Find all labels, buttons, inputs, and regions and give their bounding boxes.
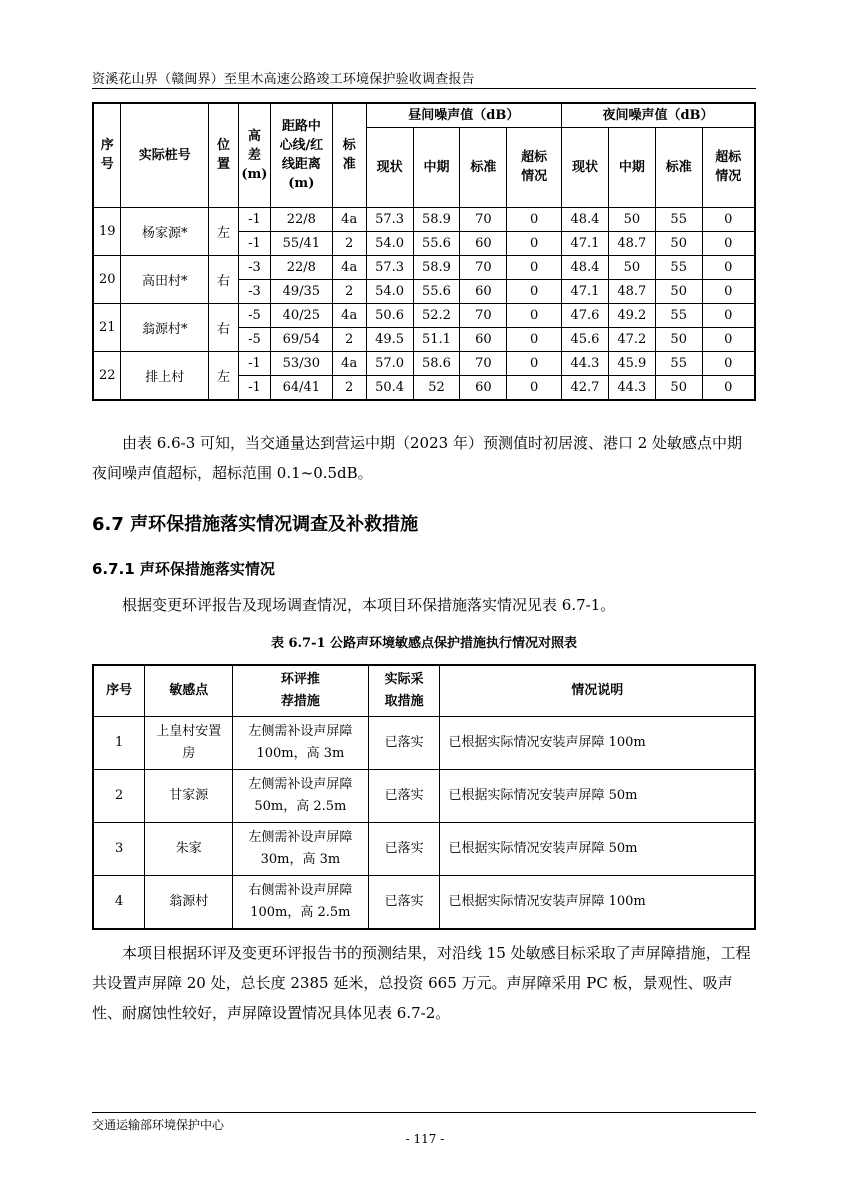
m-col-seq-header: 序号 (93, 665, 145, 717)
cell-n_std: 50 (655, 327, 702, 351)
table-row (93, 303, 755, 327)
summary-paragraph: 本项目根据环评及变更环评报告书的预测结果，对沿线 15 处敏感目标采取了声屏障措施，工程共设置声屏障 20 处，总长度 2385 延米，总投资 665 万元。声屏障采用 PC 板，景观性、吸声性、耐腐蚀性较好，声屏障设置情况具体见表 6.7-2。 (92, 944, 751, 1022)
col-height-header: 高 差 (m) (238, 103, 270, 207)
day-current-header: 现状 (366, 127, 413, 207)
cell-n_mid: 49.2 (608, 303, 655, 327)
cell-h: -5 (238, 327, 270, 351)
cell-h: -1 (238, 231, 270, 255)
cell-d_mid: 52.2 (413, 303, 460, 327)
cell-d_cur: 49.5 (366, 327, 413, 351)
cell-seq: 1 (93, 717, 145, 770)
cell-seq: 19 (93, 207, 121, 255)
cell-eia: 左侧需补设声屏障 50m，高 2.5m (233, 770, 369, 823)
cell-h: -1 (238, 207, 270, 231)
cell-d_cur: 57.3 (366, 207, 413, 231)
table-row (93, 717, 755, 770)
table-caption: 表 6.7-1 公路声环境敏感点保护措施执行情况对照表 (270, 636, 578, 651)
cell-desc: 已根据实际情况安装声屏障 50m (440, 823, 755, 876)
cell-desc: 已根据实际情况安装声屏障 50m (440, 770, 755, 823)
cell-d_std: 70 (460, 303, 507, 327)
cell-n_mid: 50 (608, 255, 655, 279)
m-col-desc-header: 情况说明 (440, 665, 755, 717)
cell-d_cur: 54.0 (366, 231, 413, 255)
col-distance-header: 距路中 心线/红 线距离 (m) (270, 103, 332, 207)
cell-d: 49/35 (270, 279, 332, 303)
cell-name: 杨家源* (121, 207, 209, 255)
cell-seq: 4 (93, 876, 145, 930)
cell-n_mid: 45.9 (608, 351, 655, 375)
table-row (93, 770, 755, 823)
cell-d: 22/8 (270, 255, 332, 279)
intro-paragraph: 根据变更环评报告及现场调查情况，本项目环保措施落实情况见表 6.7-1。 (122, 596, 616, 614)
cell-h: -1 (238, 375, 270, 400)
cell-d_cur: 50.4 (366, 375, 413, 400)
cell-n_ex: 0 (702, 303, 755, 327)
m-col-eia-header: 环评推 荐措施 (233, 665, 369, 717)
cell-n_ex: 0 (702, 327, 755, 351)
cell-n_std: 55 (655, 255, 702, 279)
cell-seq: 20 (93, 255, 121, 303)
cell-n_cur: 47.6 (562, 303, 609, 327)
cell-n_ex: 0 (702, 207, 755, 231)
cell-s: 2 (332, 375, 366, 400)
cell-n_mid: 50 (608, 207, 655, 231)
cell-d_mid: 58.9 (413, 207, 460, 231)
cell-n_std: 50 (655, 375, 702, 400)
table-row (93, 255, 755, 279)
cell-seq: 2 (93, 770, 145, 823)
night-noise-header: 夜间噪声值（dB） (562, 103, 756, 127)
cell-actual: 已落实 (368, 770, 440, 823)
table-row (93, 207, 755, 231)
cell-d_ex: 0 (507, 207, 562, 231)
cell-d_ex: 0 (507, 375, 562, 400)
cell-n_cur: 44.3 (562, 351, 609, 375)
noise-measures-table (92, 664, 756, 930)
table-row (93, 876, 755, 930)
section-title: 6.7 声环保措施落实情况调查及补救措施 (92, 514, 419, 535)
cell-h: -1 (238, 351, 270, 375)
cell-d_ex: 0 (507, 279, 562, 303)
cell-s: 4a (332, 303, 366, 327)
cell-d_std: 60 (460, 327, 507, 351)
cell-n_std: 55 (655, 351, 702, 375)
cell-n_cur: 42.7 (562, 375, 609, 400)
page-header: 资溪花山界（赣闽界）至里木高速公路竣工环境保护验收调查报告 (92, 72, 475, 87)
cell-pos: 左 (209, 351, 239, 400)
cell-d: 69/54 (270, 327, 332, 351)
cell-d_mid: 52 (413, 375, 460, 400)
cell-seq: 22 (93, 351, 121, 400)
cell-d_ex: 0 (507, 255, 562, 279)
cell-actual: 已落实 (368, 823, 440, 876)
cell-d_cur: 57.3 (366, 255, 413, 279)
day-mid-header: 中期 (413, 127, 460, 207)
header-divider (92, 88, 756, 89)
cell-n_mid: 44.3 (608, 375, 655, 400)
cell-seq: 3 (93, 823, 145, 876)
cell-n_cur: 48.4 (562, 255, 609, 279)
cell-n_std: 50 (655, 231, 702, 255)
night-current-header: 现状 (562, 127, 609, 207)
cell-d_ex: 0 (507, 231, 562, 255)
cell-d_std: 60 (460, 231, 507, 255)
cell-d_std: 70 (460, 255, 507, 279)
cell-n_mid: 47.2 (608, 327, 655, 351)
subsection-title: 6.7.1 声环保措施落实情况 (92, 560, 275, 578)
cell-pos: 左 (209, 207, 239, 255)
cell-eia: 左侧需补设声屏障 30m，高 3m (233, 823, 369, 876)
cell-name: 排上村 (121, 351, 209, 400)
cell-d_ex: 0 (507, 303, 562, 327)
cell-s: 4a (332, 207, 366, 231)
cell-d: 53/30 (270, 351, 332, 375)
cell-point: 朱家 (145, 823, 233, 876)
cell-n_mid: 48.7 (608, 279, 655, 303)
night-std-header: 标准 (655, 127, 702, 207)
cell-d_mid: 58.9 (413, 255, 460, 279)
m-col-actual-header: 实际采 取措施 (368, 665, 440, 717)
cell-eia: 左侧需补设声屏障 100m，高 3m (233, 717, 369, 770)
col-stake-header: 实际桩号 (121, 103, 209, 207)
footer-org: 交通运输部环境保护中心 (92, 1118, 225, 1132)
cell-n_std: 55 (655, 303, 702, 327)
cell-pos: 右 (209, 303, 239, 351)
cell-d_std: 70 (460, 207, 507, 231)
cell-d_mid: 51.1 (413, 327, 460, 351)
night-exceed-header: 超标 情况 (702, 127, 755, 207)
day-exceed-header: 超标 情况 (507, 127, 562, 207)
cell-d: 55/41 (270, 231, 332, 255)
cell-name: 翁源村* (121, 303, 209, 351)
table-row (93, 823, 755, 876)
cell-s: 2 (332, 231, 366, 255)
cell-d_ex: 0 (507, 327, 562, 351)
col-position-header: 位 置 (209, 103, 239, 207)
cell-s: 4a (332, 255, 366, 279)
day-noise-header: 昼间噪声值（dB） (366, 103, 561, 127)
cell-d_std: 60 (460, 279, 507, 303)
analysis-paragraph: 由表 6.6-3 可知，当交通量达到营运中期（2023 年）预测值时初居渡、港口 2 处敏感点中期夜间噪声值超标，超标范围 0.1~0.5dB。 (92, 434, 743, 482)
cell-n_ex: 0 (702, 279, 755, 303)
day-std-header: 标准 (460, 127, 507, 207)
cell-d: 40/25 (270, 303, 332, 327)
cell-d_cur: 54.0 (366, 279, 413, 303)
cell-h: -3 (238, 279, 270, 303)
cell-s: 2 (332, 279, 366, 303)
cell-n_ex: 0 (702, 351, 755, 375)
cell-eia: 右侧需补设声屏障 100m，高 2.5m (233, 876, 369, 930)
cell-n_cur: 48.4 (562, 207, 609, 231)
cell-n_ex: 0 (702, 231, 755, 255)
cell-n_cur: 47.1 (562, 231, 609, 255)
cell-s: 2 (332, 327, 366, 351)
cell-point: 翁源村 (145, 876, 233, 930)
cell-n_ex: 0 (702, 255, 755, 279)
cell-seq: 21 (93, 303, 121, 351)
cell-d_std: 60 (460, 375, 507, 400)
cell-d: 64/41 (270, 375, 332, 400)
cell-d_mid: 55.6 (413, 231, 460, 255)
cell-n_std: 50 (655, 279, 702, 303)
cell-s: 4a (332, 351, 366, 375)
cell-d_cur: 50.6 (366, 303, 413, 327)
cell-h: -5 (238, 303, 270, 327)
cell-n_mid: 48.7 (608, 231, 655, 255)
col-standard-header: 标 准 (332, 103, 366, 207)
cell-pos: 右 (209, 255, 239, 303)
cell-desc: 已根据实际情况安装声屏障 100m (440, 876, 755, 930)
cell-actual: 已落实 (368, 717, 440, 770)
m-col-point-header: 敏感点 (145, 665, 233, 717)
cell-d_mid: 58.6 (413, 351, 460, 375)
noise-prediction-table (92, 102, 756, 401)
cell-d_std: 70 (460, 351, 507, 375)
cell-name: 高田村* (121, 255, 209, 303)
table-row (93, 351, 755, 375)
cell-d_ex: 0 (507, 351, 562, 375)
cell-actual: 已落实 (368, 876, 440, 930)
cell-d_mid: 55.6 (413, 279, 460, 303)
page-number: - 117 - (405, 1132, 445, 1146)
cell-point: 上皇村安置 房 (145, 717, 233, 770)
cell-point: 甘家源 (145, 770, 233, 823)
cell-n_ex: 0 (702, 375, 755, 400)
cell-n_cur: 45.6 (562, 327, 609, 351)
footer-divider (92, 1112, 756, 1113)
cell-d_cur: 57.0 (366, 351, 413, 375)
cell-n_std: 55 (655, 207, 702, 231)
night-mid-header: 中期 (608, 127, 655, 207)
cell-n_cur: 47.1 (562, 279, 609, 303)
cell-desc: 已根据实际情况安装声屏障 100m (440, 717, 755, 770)
col-seq-header: 序 号 (93, 103, 121, 207)
cell-h: -3 (238, 255, 270, 279)
cell-d: 22/8 (270, 207, 332, 231)
